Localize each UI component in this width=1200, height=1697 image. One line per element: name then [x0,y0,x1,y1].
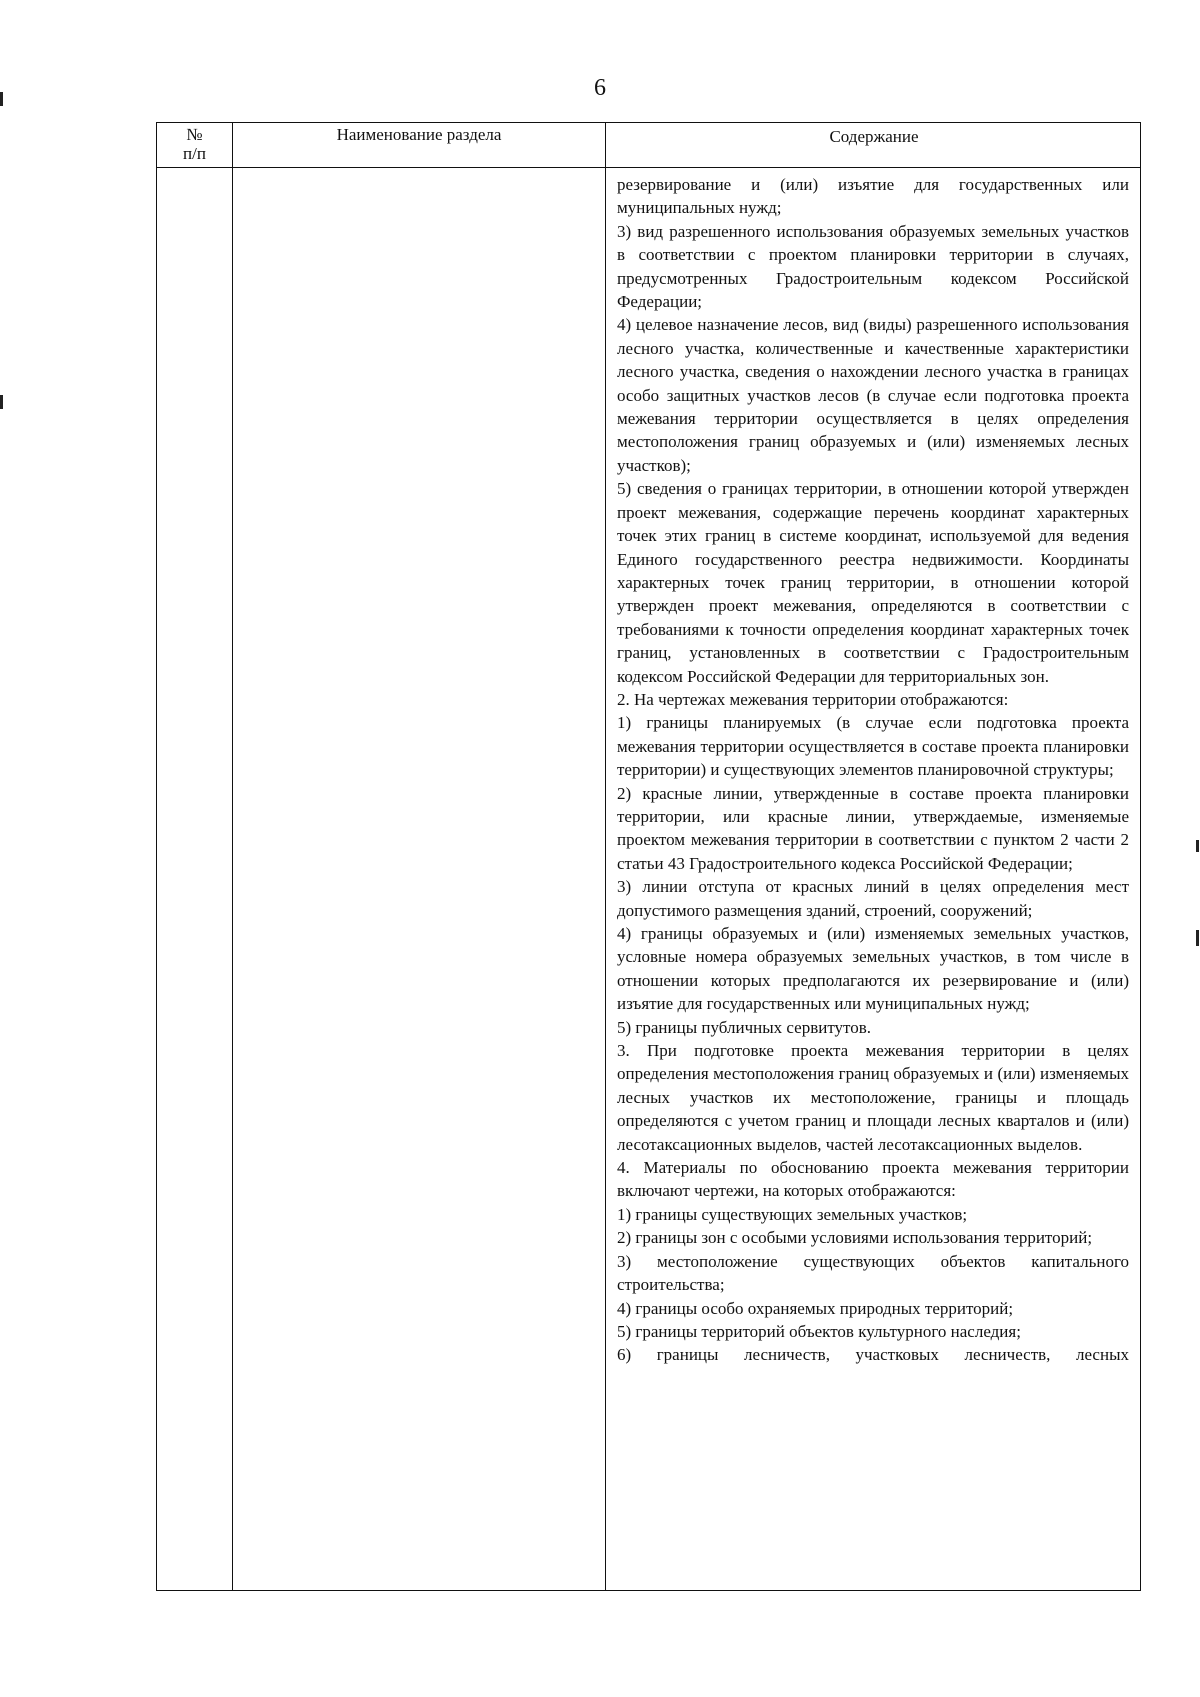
document-table [156,122,1141,1591]
header-divider [157,167,1140,168]
content-paragraph: 3. При подготовке проекта межевания территории в целях определения местоположения границ образуемых и (или) изменяемых лесных участков их местоположение, границы и площадь определяются с учетом границ и площади лесных кварталов и (или) лесотаксационных выделов, частей лесотаксационных выделов. [617,1041,1129,1154]
header-number-symbol: № [186,125,203,144]
header-number [157,125,232,163]
header-section-name: Наименование раздела [336,125,502,144]
content-paragraph: 1) границы существующих земельных участков; [617,1204,968,1224]
content-paragraph: 2) красные линии, утвержденные в составе проекта планировки территории, или красные линии, утверждаемые, изменяемые проектом межевания территории в соответствии с пунктом 2 части 2 статьи 43 Градостроительного кодекса Российской Федерации; [617,783,1129,873]
content-cell [617,173,1129,1367]
content-paragraph: 2. На чертежах межевания территории отображаются: [617,689,1009,709]
content-paragraph: резервирование и (или) изъятие для государственных или муниципальных нужд; [617,175,1129,218]
content-paragraph: 5) границы территорий объектов культурного наследия; [617,1321,1021,1341]
content-paragraph: 4) границы образуемых и (или) изменяемых земельных участков, условные номера образуемых земельных участков, в том числе в отношении которых предполагаются их резервирование и (или) изъятие для государственных или муниципальных нужд; [617,924,1129,1014]
scan-mark [1196,930,1199,946]
content-paragraph: 5) границы публичных сервитутов. [617,1017,872,1037]
column-divider-1 [232,123,233,1590]
scan-mark [1196,840,1199,852]
page-number: 6 [594,75,606,101]
header-number-abbrev: п/п [183,144,206,163]
column-divider-2 [605,123,606,1590]
content-paragraph: 1) границы планируемых (в случае если подготовка проекта межевания территории осуществляется в составе проекта планировки территории) и существующих элементов планировочной структуры; [617,713,1129,780]
content-paragraph: 3) линии отступа от красных линий в целях определения мест допустимого размещения зданий, строений, сооружений; [617,877,1129,920]
scan-mark [0,92,3,106]
content-paragraph: 2) границы зон с особыми условиями использования территорий; [617,1228,1093,1248]
content-paragraph: 5) сведения о границах территории, в отношении которой утвержден проект межевания, содержащие перечень координат характерных точек этих границ в системе координат, используемой для ведения Единого государственного реестра недвижимости. Координаты характерных точек границ территории, в отношении которой утвержден проект межевания, определяются в соответствии с требованиями к точности определения координат характерных точек границ, установленных в соответствии с Градостроительным кодексом Российской Федерации для территориальных зон. [617,479,1129,686]
header-content: Содержание [829,127,919,146]
scan-mark [0,395,3,409]
content-paragraph: 6) границы лесничеств, участковых лесничеств, лесных [617,1345,1129,1365]
content-paragraph: 3) местоположение существующих объектов капитального строительства; [617,1251,1129,1295]
content-paragraph: 4) целевое назначение лесов, вид (виды) разрешенного использования лесного участка, количественные и качественные характеристики лесного участка, сведения о нахождении лесного участка в границах особо защитных участков лесов (в случае если подготовка проекта межевания территории осуществляется в целях определения местоположения границ образуемых и (или) изменяемых лесных участков); [617,315,1129,475]
content-paragraph: 4. Материалы по обоснованию проекта межевания территории включают чертежи, на которых отображаются: [617,1158,1129,1201]
content-paragraph: 3) вид разрешенного использования образуемых земельных участков в соответствии с проектом планировки территории в случаях, предусмотренных Градостроительным кодексом Российской Федерации; [617,221,1129,312]
content-paragraph: 4) границы особо охраняемых природных территорий; [617,1298,1014,1318]
